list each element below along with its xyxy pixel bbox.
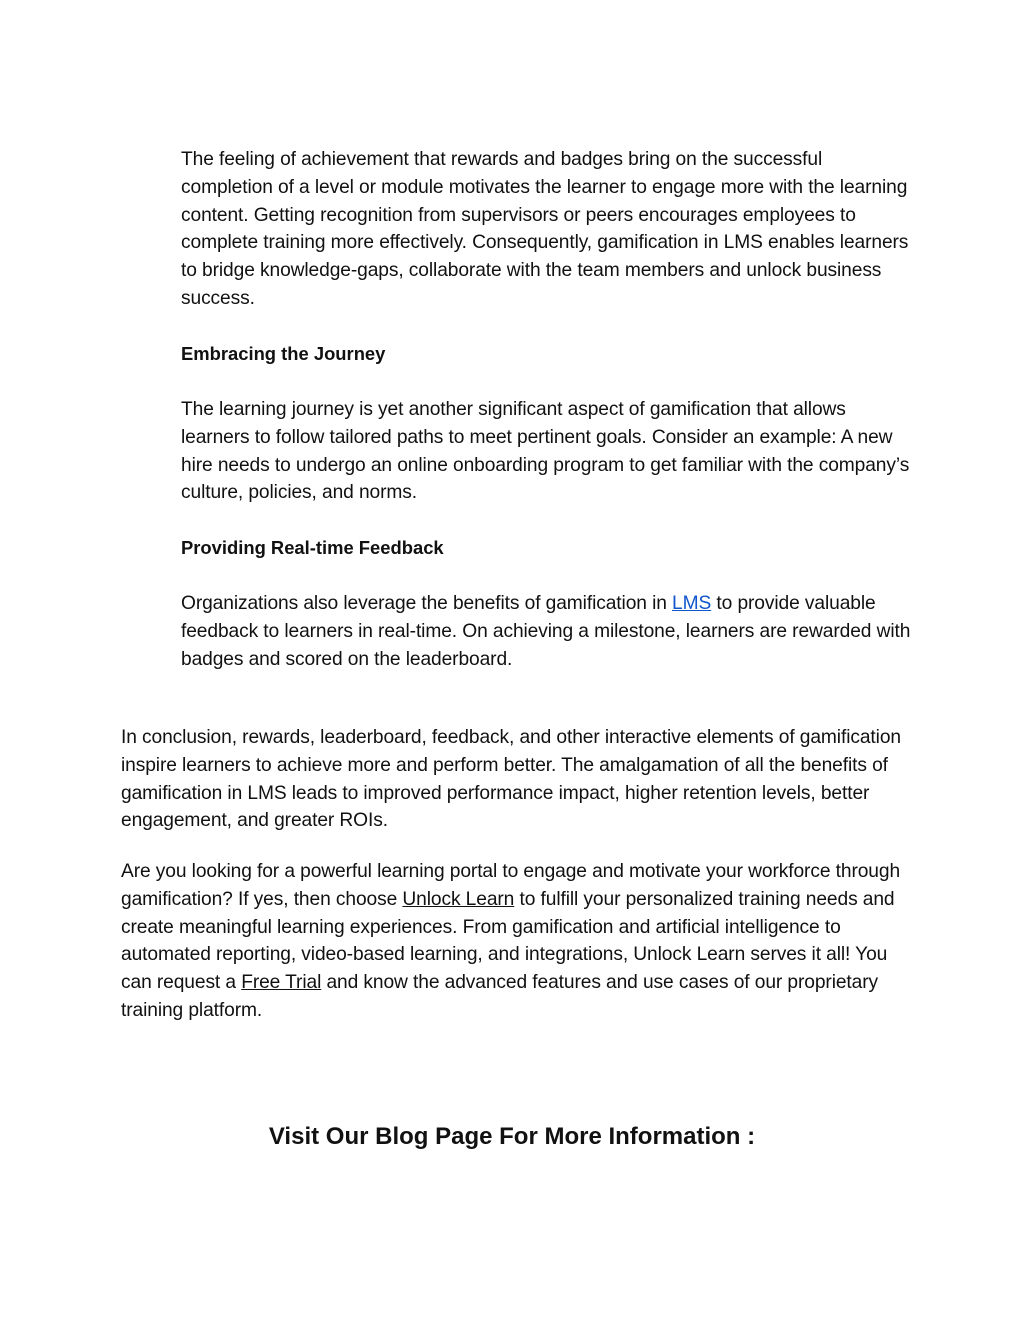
paragraph-feedback (181, 590, 911, 673)
lms-link[interactable]: LMS (672, 593, 712, 614)
free-trial-link[interactable]: Free Trial (241, 972, 322, 994)
paragraph-call-to-action (121, 858, 911, 1025)
cta-text-1: Are you looking for a powerful learning portal to engage and motivate your workforce through gamification? If yes, then choose (121, 861, 901, 910)
paragraph-learning-journey: The learning journey is yet another significant aspect of gamification that allows learners to follow tailored paths to meet pertinent goals. Consider an example: A new hire needs to undergo an online onboarding program to get familiar with the company’s culture, policies, and norms. (181, 399, 910, 504)
cta-text-3: and know the advanced features and use cases of our proprietary training platform. (121, 972, 879, 1021)
paragraph-conclusion: In conclusion, rewards, leaderboard, feedback, and other interactive elements of gamification inspire learners to achieve more and perform better. The amalgamation of all the benefits of gamification in LMS leads to improved performance impact, higher retention levels, better engagement, and greater ROIs. (121, 727, 901, 832)
unlock-learn-link[interactable]: Unlock Learn (402, 888, 515, 910)
heading-embracing-journey: Embracing the Journey (181, 343, 386, 364)
paragraph-achievement: The feeling of achievement that rewards and badges bring on the successful completion of a level or module motivates the learner to engage more with the learning content. Getting recognition from supervisors or peers encourages employees to complete training more effectively. Consequently, gamification in LMS enables learners to bridge knowledge-gaps, collaborate with the team members and unlock business success. (181, 149, 909, 309)
heading-real-time-feedback: Providing Real-time Feedback (181, 537, 444, 558)
cta-text-2: to fulfill your personalized training needs and create meaningful learning experiences. From gamification and artificial intelligence to automated reporting, video-based learning, and integrations, Unlock Learn serves it all! You can request a (121, 888, 895, 994)
feedback-text-after-link: to provide valuable feedback to learners in real-time. On achieving a milestone, learners are rewarded with badges and scored on the leaderboard. (181, 593, 911, 670)
feedback-text-before-link: Organizations also leverage the benefits of gamification in (181, 593, 673, 614)
blog-page-heading: Visit Our Blog Page For More Information : (268, 1123, 756, 1150)
